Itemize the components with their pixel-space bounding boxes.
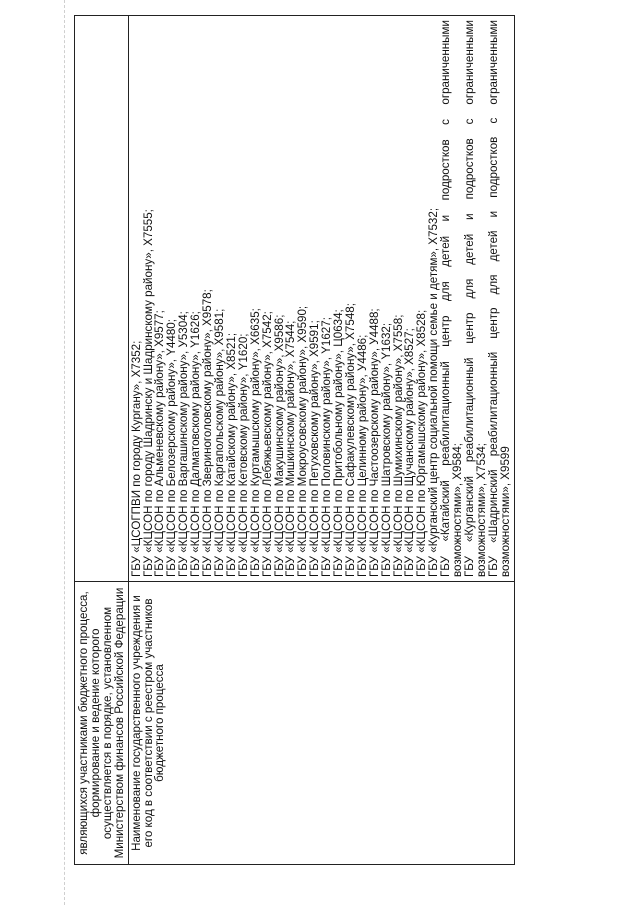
rehab-entry-word: центр — [439, 315, 453, 347]
institution-entry: ГБУ «КЦСОН по Далматовскому району», Y1626; — [189, 311, 203, 577]
rehab-entry-word: с — [439, 119, 453, 125]
document-table — [74, 15, 515, 865]
institution-entry: ГБУ «КЦСОН по Петуховскому району», Х9591; — [308, 320, 322, 577]
institution-entry: ГБУ «КЦСОН по Целинному району», У4486; — [355, 334, 369, 577]
rehab-entry-line1 — [488, 20, 500, 577]
institution-entry: ГБУ «КЦСОН по Каргапольскому району», Х9581; — [212, 308, 226, 577]
rehab-entry-word: ограниченными — [439, 20, 453, 105]
institution-entry: ГБУ «КЦСОН по городу Шадринску и Шадринскому району», Х7555; — [141, 209, 155, 577]
rehab-entry-word: и — [486, 210, 500, 218]
institution-entry: ГБУ «КЦСОН по Щучанскому району», Х8527; — [403, 328, 417, 577]
rehab-entry-line2: возможностями», Х9584; — [451, 442, 465, 577]
institution-entry: ГБУ «КЦСОН по Катайскому району», Х8521; — [224, 332, 238, 577]
rehab-entry-word: ограниченными — [463, 20, 476, 105]
institution-entry: ГБУ «КЦСОН по Белозерскому району», Y4480; — [165, 319, 179, 577]
rehab-entry-word: ограниченными — [486, 20, 500, 105]
institution-entry: ГБУ «КЦСОН по Притобольному району», Ц0634; — [332, 309, 346, 577]
rehab-entry-word: «Катайский — [439, 480, 453, 542]
rehab-entry-word: ГБУ — [463, 556, 476, 577]
institution-entry: ГБУ «КЦСОН по Звериноголовскому району», Х9578; — [201, 289, 215, 577]
institution-list — [131, 20, 441, 577]
institution-entry: ГБУ «КЦСОН по Мокроусовскому району», Х9590; — [296, 305, 310, 577]
rehab-entry-word: и — [463, 213, 476, 220]
institution-label: Наименование государственного учреждения и его код в соответствии с реестром участников бюджетного процесса — [129, 595, 167, 851]
rehab-entry-word: реабилитационный — [463, 357, 476, 463]
rehab-entry-word: для — [439, 281, 453, 302]
institution-entry: ГБУ «КЦСОН по Частоозерскому району», У4488; — [367, 308, 381, 577]
institution-label-cell — [128, 582, 514, 865]
rehab-entry-word: детей — [486, 230, 500, 262]
rehab-entry-word: с — [463, 118, 476, 125]
header-right-cell — [75, 16, 129, 582]
rehab-entry-word: ГБУ — [439, 556, 453, 577]
institution-entry: ГБУ «КЦСОН по Шатровскому району», Y1632; — [379, 322, 393, 577]
rehab-entry-word: для — [486, 274, 500, 295]
rehab-entry-word: реабилитационный — [486, 351, 500, 457]
institution-entry: ГБУ «Курганский центр социальной помощи семье и детям», Х7532; — [427, 207, 441, 577]
institution-entry: ГБУ «КЦСОН по Альменевскому району», Х9577; — [153, 310, 167, 577]
rehab-entry-line2: возможностями», Х7534; — [474, 442, 488, 577]
institution-entry: ГБУ «КЦСОН по Половинскому району», Y1627; — [320, 317, 334, 577]
rehab-entry-word: центр — [486, 307, 500, 339]
main-row — [128, 16, 514, 865]
header-left-text: являющихся участниками бюджетного процесса, формирование и ведение которого осуществляется в порядке, установленном Министерством финансов Российской Федерации — [77, 587, 126, 859]
rehab-entry-word: подростков — [439, 139, 453, 201]
rehab-entry-word: «Курганский — [463, 476, 476, 543]
rehab-entry-word: ГБУ — [486, 556, 500, 577]
institution-entry: ГБУ «КЦСОН по Лебяжьевскому району», Х7542; — [260, 311, 274, 577]
rehab-entry-word: подростков — [463, 138, 476, 200]
header-left-cell — [75, 582, 129, 865]
rehab-entry-word: детей — [463, 233, 476, 265]
rehab-entry-word: и — [439, 214, 453, 222]
rehab-entry-word: подростков — [486, 136, 500, 198]
institution-entry: ГБУ «КЦСОН по Мишкинскому району», Х7544; — [284, 320, 298, 577]
institution-entry: ГБУ «КЦСОН по Кетовскому району», Y1620; — [236, 333, 250, 577]
rehab-entry-word: с — [486, 117, 500, 124]
institution-entry: ГБУ «КЦСОН по Куртамышскому району», Х6635; — [248, 308, 262, 577]
rehab-entry-word: «Шадринский — [486, 469, 500, 543]
institution-list-cell — [128, 16, 514, 582]
rehab-entry-word: реабилитационный — [439, 361, 453, 466]
rehab-entry-line2: возможностями», Х9599 — [498, 446, 512, 577]
rehab-entry-word: детей — [439, 235, 453, 267]
institution-entry: ГБУ «КЦСОН по Шумихинскому району», Х7558; — [391, 314, 405, 577]
institution-entry: ГБУ «ЦСОГПВИ по городу Кургану», Х7352; — [129, 340, 143, 577]
institution-entry: ГБУ «КЦСОН по Варгашинскому району», У5304; — [177, 311, 191, 577]
institution-entry: ГБУ «КЦСОН по Макушинскому району», Х9586; — [272, 314, 286, 577]
institution-entry: ГБУ «КЦСОН по Сафакулевскому району», Х7548; — [343, 303, 357, 577]
rehab-center-list — [440, 20, 511, 577]
rehab-entry-word: для — [463, 278, 476, 299]
header-row — [75, 16, 129, 865]
scan-edge-line — [64, 0, 65, 905]
institution-entry: ГБУ «КЦСОН по Юргамышскому району», Х8528; — [415, 309, 429, 577]
rehab-entry-word: центр — [463, 312, 476, 344]
